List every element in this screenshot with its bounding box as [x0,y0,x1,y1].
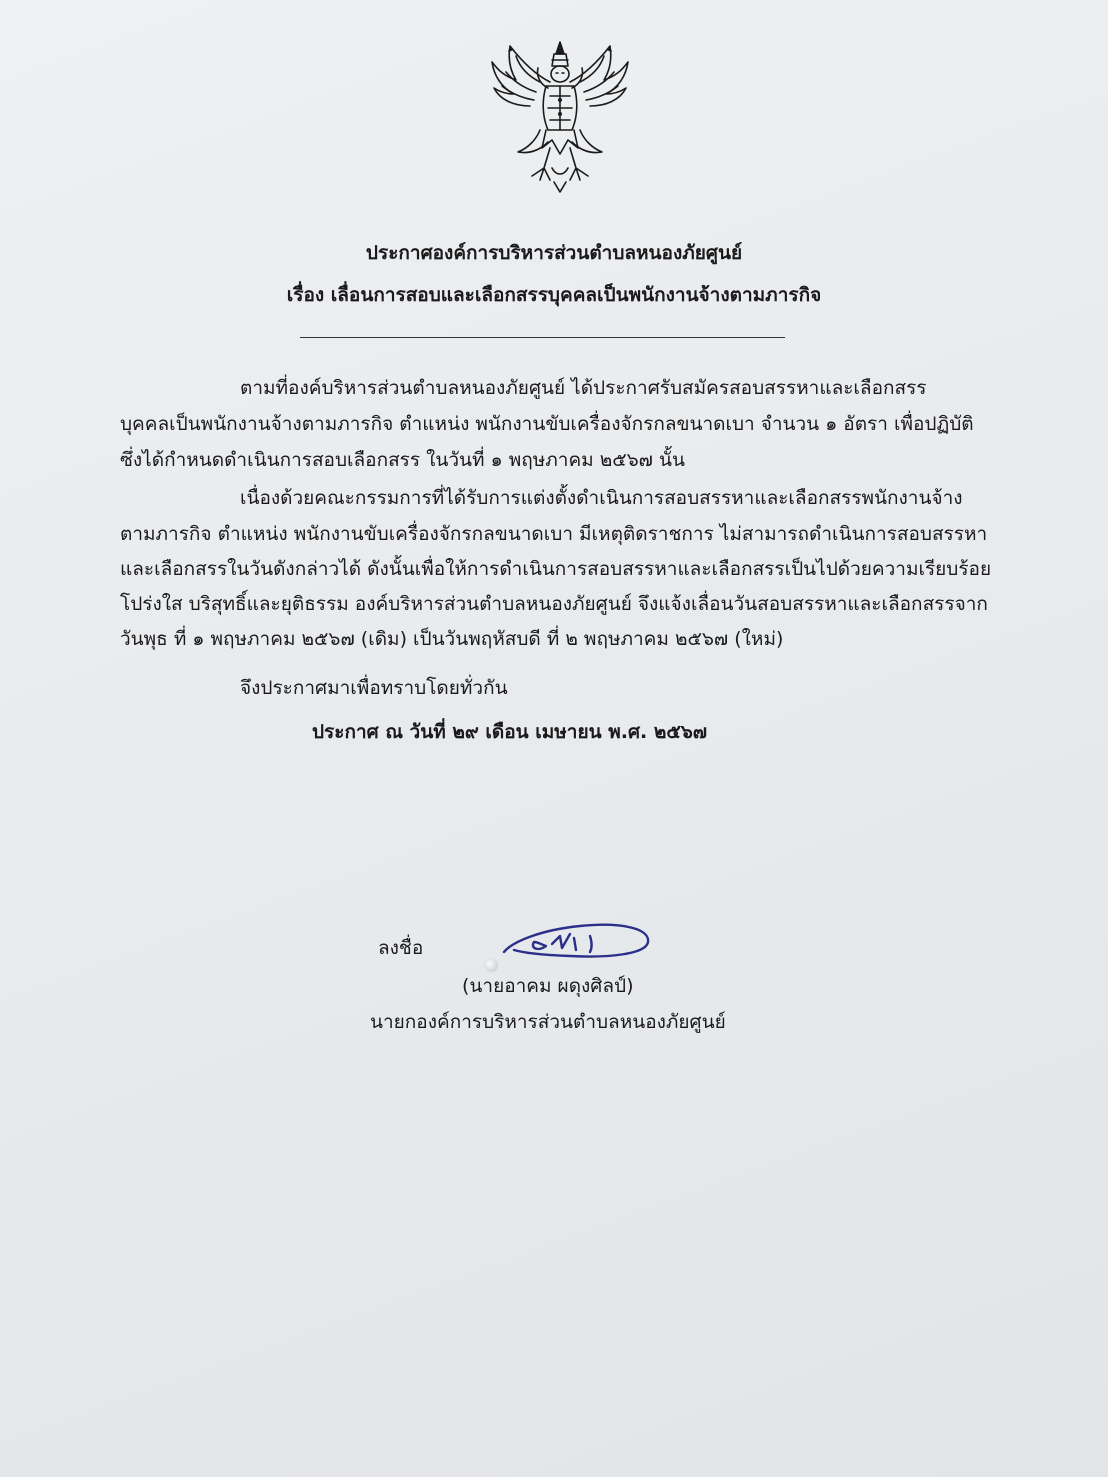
signer-position: นายกองค์การบริหารส่วนตำบลหนองภัยศูนย์ [370,1011,726,1033]
handwritten-signature [500,912,660,972]
para2-line-1: เนื่องด้วยคณะกรรมการที่ได้รับการแต่งตั้งดำเนินการสอบสรรหาและเลือกสรรพนักงานจ้าง [240,487,963,509]
title-divider [300,337,785,338]
signature-label: ลงชื่อ [378,937,424,959]
document-title: ประกาศองค์การบริหารส่วนตำบลหนองภัยศูนย์ [365,242,743,264]
staple-hole [484,958,498,972]
document-subject: เรื่อง เลื่อนการสอบและเลือกสรรบุคคลเป็นพนักงานจ้างตามภารกิจ [286,284,822,306]
announcement-date: ประกาศ ณ วันที่ ๒๙ เดือน เมษายน พ.ศ. ๒๕๖๗ [312,721,708,743]
para2-line-3: และเลือกสรรในวันดังกล่าวได้ ดังนั้นเพื่อให้การดำเนินการสอบสรรหาและเลือกสรรเป็นไปด้วยความเรียบร้อย [120,558,992,580]
para2-line-5: วันพุธ ที่ ๑ พฤษภาคม ๒๕๖๗ (เดิม) เป็นวันพฤหัสบดี ที่ ๒ พฤษภาคม ๒๕๖๗ (ใหม่) [120,628,784,650]
garuda-emblem-icon [480,36,640,196]
para1-line-3: ซึ่งได้กำหนดดำเนินการสอบเลือกสรร ในวันที่ ๑ พฤษภาคม ๒๕๖๗ นั้น [120,449,685,471]
closing-text: จึงประกาศมาเพื่อทราบโดยทั่วกัน [240,677,508,699]
para1-line-2: บุคคลเป็นพนักงานจ้างตามภารกิจ ตำแหน่ง พนักงานขับเครื่องจักรกลขนาดเบา จำนวน ๑ อัตรา เพื่อปฏิบัติ [120,413,974,435]
para2-line-2: ตามภารกิจ ตำแหน่ง พนักงานขับเครื่องจักรกลขนาดเบา มีเหตุติดราชการ ไม่สามารถดำเนินการสอบสรรหา [120,523,988,545]
para1-line-1: ตามที่องค์บริหารส่วนตำบลหนองภัยศูนย์ ได้ประกาศรับสมัครสอบสรรหาและเลือกสรร [240,377,927,399]
signer-name: (นายอาคม ผดุงศิลป์) [462,975,634,997]
para2-line-4: โปร่งใส บริสุทธิ์และยุติธรรม องค์บริหารส่วนตำบลหนองภัยศูนย์ จึงแจ้งเลื่อนวันสอบสรรหาและเลือกสรรจาก [120,593,988,615]
